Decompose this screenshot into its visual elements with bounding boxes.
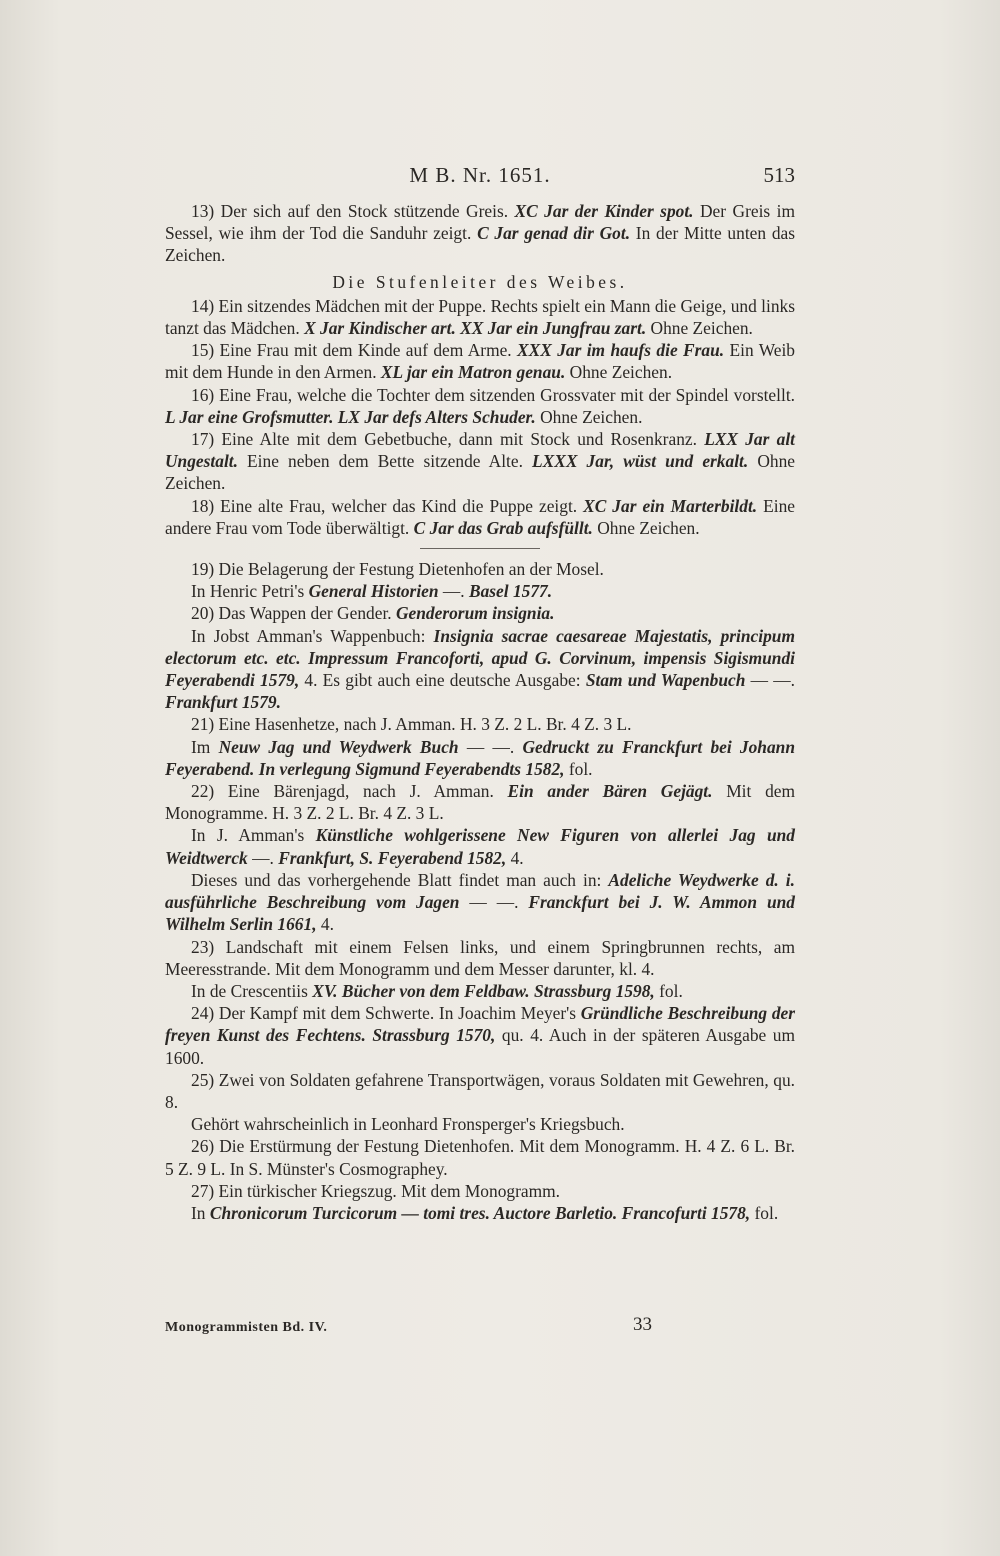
italic-title: Adeliche Weydwerke d. i. ausführliche Beschreibung vom Jagen — [165, 869, 795, 913]
italic-title: XL jar ein Matron genau. — [380, 362, 566, 383]
italic-title: Frankfurt 1579. — [165, 692, 281, 713]
italic-title: Neuw Jag und Weydwerk Buch — [218, 736, 459, 757]
italic-title: Ein ander Bären Gejägt. — [507, 781, 713, 802]
entry-paragraph — [165, 736, 795, 780]
text-run: In — [191, 1202, 210, 1223]
text-run: 15) Eine Frau mit dem Kinde auf dem Arme. — [191, 340, 518, 361]
text-run: 13) Der sich auf den Stock stützende Greis. — [191, 201, 515, 221]
entry-paragraph — [165, 869, 795, 936]
text-run: 27) Ein türkischer Kriegszug. Mit dem Monogramm. — [191, 1180, 560, 1201]
text-run: In Henric Petri's — [191, 581, 309, 602]
text-run: Ein Weib mit dem Hunde in den Armen. — [165, 340, 795, 383]
text-run: In de Crescentiis — [191, 980, 313, 1001]
text-run: 16) Eine Frau, welche die Tochter dem sitzenden Grossvater mit der Spindel vorstellt. — [191, 384, 795, 405]
text-run: 18) Eine alte Frau, welcher das Kind die Puppe zeigt. — [191, 495, 584, 516]
section-divider — [420, 548, 540, 549]
italic-title: XV. Bücher von dem Feldbaw. Strassburg 1598, — [312, 980, 655, 1001]
running-head-title: M B. Nr. 1651. — [409, 163, 551, 187]
italic-title: General Historien — [308, 581, 439, 602]
italic-title: Franckfurt bei J. W. Ammon und Wilhelm Serlin 1661, — [165, 892, 795, 935]
text-run: In der Mitte unten das Zeichen. — [165, 223, 795, 266]
italic-title: LXXX Jar, wüst und erkalt. — [532, 451, 749, 472]
text-run: fol. — [750, 1202, 779, 1223]
text-run: Eine neben dem Bette sitzende Alte. — [237, 451, 533, 472]
italic-title: Stam und Wapenbuch — [585, 670, 746, 691]
text-run: —. — [247, 847, 279, 868]
entry-paragraph — [165, 295, 795, 339]
text-run: 26) Die Erstürmung der Festung Dietenhofen. Mit dem Monogramm. H. 4 Z. 6 L. Br. 5 Z. 9 L. In S. Münster's Cosmographey. — [165, 1136, 795, 1179]
entry-paragraph — [165, 200, 795, 267]
entry-paragraph — [165, 713, 795, 735]
text-run: Ohne Zeichen. — [535, 406, 643, 427]
entry-paragraph — [165, 428, 795, 495]
italic-title: Chronicorum Turcicorum — tomi tres. Auctore Barletio. Francofurti 1578, — [209, 1202, 751, 1223]
entry-paragraph — [165, 339, 795, 383]
entry-paragraph — [165, 1069, 795, 1113]
running-head — [165, 163, 795, 193]
italic-title: Gedruckt zu Franckfurt bei Johann Feyerabend. In verlegung Sigmund Feyerabendts 1582, — [165, 736, 796, 779]
text-run: —. — [438, 581, 469, 602]
text-run: — —. — [458, 736, 523, 757]
entry-paragraph — [165, 824, 795, 868]
entry-paragraph — [165, 558, 795, 580]
entry-paragraph — [165, 780, 795, 824]
entry-paragraph — [165, 1113, 795, 1135]
text-run: fol. — [654, 980, 683, 1001]
italic-title: XC Jar der Kinder spot. — [514, 201, 694, 221]
italic-title: Insignia sacrae caesareae Majestatis, principum electorum etc. etc. Impressum Francoforti, apud G. Corvinum, impensis Sigismundi Feyerabendi 1579, — [165, 625, 795, 691]
entry-paragraph — [165, 1202, 795, 1224]
text-run: Ohne Zeichen. — [646, 318, 753, 339]
text-run: In Jobst Amman's Wappenbuch: — [191, 625, 434, 646]
text-run: 14) Ein sitzendes Mädchen mit der Puppe. Rechts spielt ein Mann die Geige, und links tanzt das Mädchen. — [165, 295, 795, 339]
text-run: 20) Das Wappen der Gender. — [191, 603, 396, 624]
page-number: 513 — [763, 163, 795, 187]
text-run: fol. — [564, 758, 593, 779]
italic-title: Gründliche Beschreibung der freyen Kunst des Fechtens. Strassburg 1570, — [165, 1003, 795, 1046]
signature-mark: Monogrammisten Bd. IV. — [165, 1320, 328, 1335]
text-run: 19) Die Belagerung der Festung Dietenhofen an der Mosel. — [191, 559, 604, 580]
italic-title: LXX Jar alt Ungestalt. — [165, 429, 795, 472]
text-run: 21) Eine Hasenhetze, nach J. Amman. H. 3 Z. 2 L. Br. 4 Z. 3 L. — [191, 714, 632, 735]
text-run: 4. — [316, 914, 334, 935]
text-run: — —. — [745, 670, 795, 691]
entry-paragraph — [165, 625, 795, 714]
text-run: qu. 4. Auch in der späteren Ausgabe um 1600. — [165, 1025, 795, 1068]
entry-paragraph — [165, 580, 795, 602]
sheet-number: 33 — [633, 1314, 652, 1335]
italic-title: C Jar genad dir Got. — [477, 223, 631, 244]
text-run: Ohne Zeichen. — [165, 451, 795, 494]
text-run: 24) Der Kampf mit dem Schwerte. In Joachim Meyer's — [191, 1003, 581, 1024]
text-run: Ohne Zeichen. — [565, 362, 673, 383]
text-run: 4. — [506, 847, 524, 868]
italic-title: Basel 1577. — [469, 581, 553, 602]
entry-paragraph — [165, 602, 795, 624]
entry-paragraph — [165, 1002, 795, 1069]
text-run: 25) Zwei von Soldaten gefahrene Transportwägen, voraus Soldaten mit Gewehren, qu. 8. — [165, 1069, 795, 1112]
italic-title: Künstliche wohlgerissene New Figuren von allerlei Jag und Weidtwerck — [165, 825, 795, 868]
entry-paragraph — [165, 1180, 795, 1202]
text-run: Mit dem Monogramme. H. 3 Z. 2 L. Br. 4 Z. 3 L. — [165, 781, 796, 824]
entry-paragraph — [165, 384, 795, 428]
entry-paragraph — [165, 1135, 795, 1179]
text-run: Die Stufenleiter des Weibes. — [332, 271, 628, 292]
text-run: Eine andere Frau vom Tode überwältigt. — [165, 495, 796, 538]
italic-title: XXX Jar im haufs die Frau. — [517, 340, 725, 361]
italic-title: C Jar das Grab aufsfüllt. — [413, 517, 593, 538]
italic-title: Genderorum insignia. — [395, 603, 555, 624]
text-run: — —. — [459, 892, 529, 913]
text-run: 23) Landschaft mit einem Felsen links, und einem Springbrunnen rechts, am Meeresstrande. Mit dem Monogramm und dem Messer darunter, kl. 4. — [165, 936, 795, 979]
text-run: 22) Eine Bärenjagd, nach J. Amman. — [191, 781, 508, 802]
italic-title: X Jar Kindischer art. XX Jar ein Jungfrau zart. — [304, 318, 647, 339]
text-run: Ohne Zeichen. — [592, 517, 700, 538]
page-footer — [165, 1314, 795, 1344]
body-text — [165, 200, 795, 1224]
section-heading — [165, 271, 795, 293]
entry-paragraph — [165, 980, 795, 1002]
text-run: 4. Es gibt auch eine deutsche Ausgabe: — [299, 670, 586, 691]
italic-title: L Jar eine Grofsmutter. LX Jar defs Alters Schuder. — [165, 406, 536, 427]
text-run: Der Greis im Sessel, wie ihm der Tod die Sanduhr zeigt. — [165, 201, 795, 244]
text-run: Dieses und das vorhergehende Blatt findet man auch in: — [191, 869, 609, 890]
text-run: Im — [191, 736, 219, 757]
text-run: In J. Amman's — [191, 825, 316, 846]
italic-title: Frankfurt, S. Feyerabend 1582, — [278, 847, 507, 868]
text-run: 17) Eine Alte mit dem Gebetbuche, dann mit Stock und Rosenkranz. — [191, 429, 705, 450]
italic-title: XC Jar ein Marterbildt. — [583, 495, 758, 516]
entry-paragraph — [165, 936, 795, 980]
text-run: Gehört wahrscheinlich in Leonhard Fronsperger's Kriegsbuch. — [191, 1114, 625, 1135]
entry-paragraph — [165, 495, 795, 539]
